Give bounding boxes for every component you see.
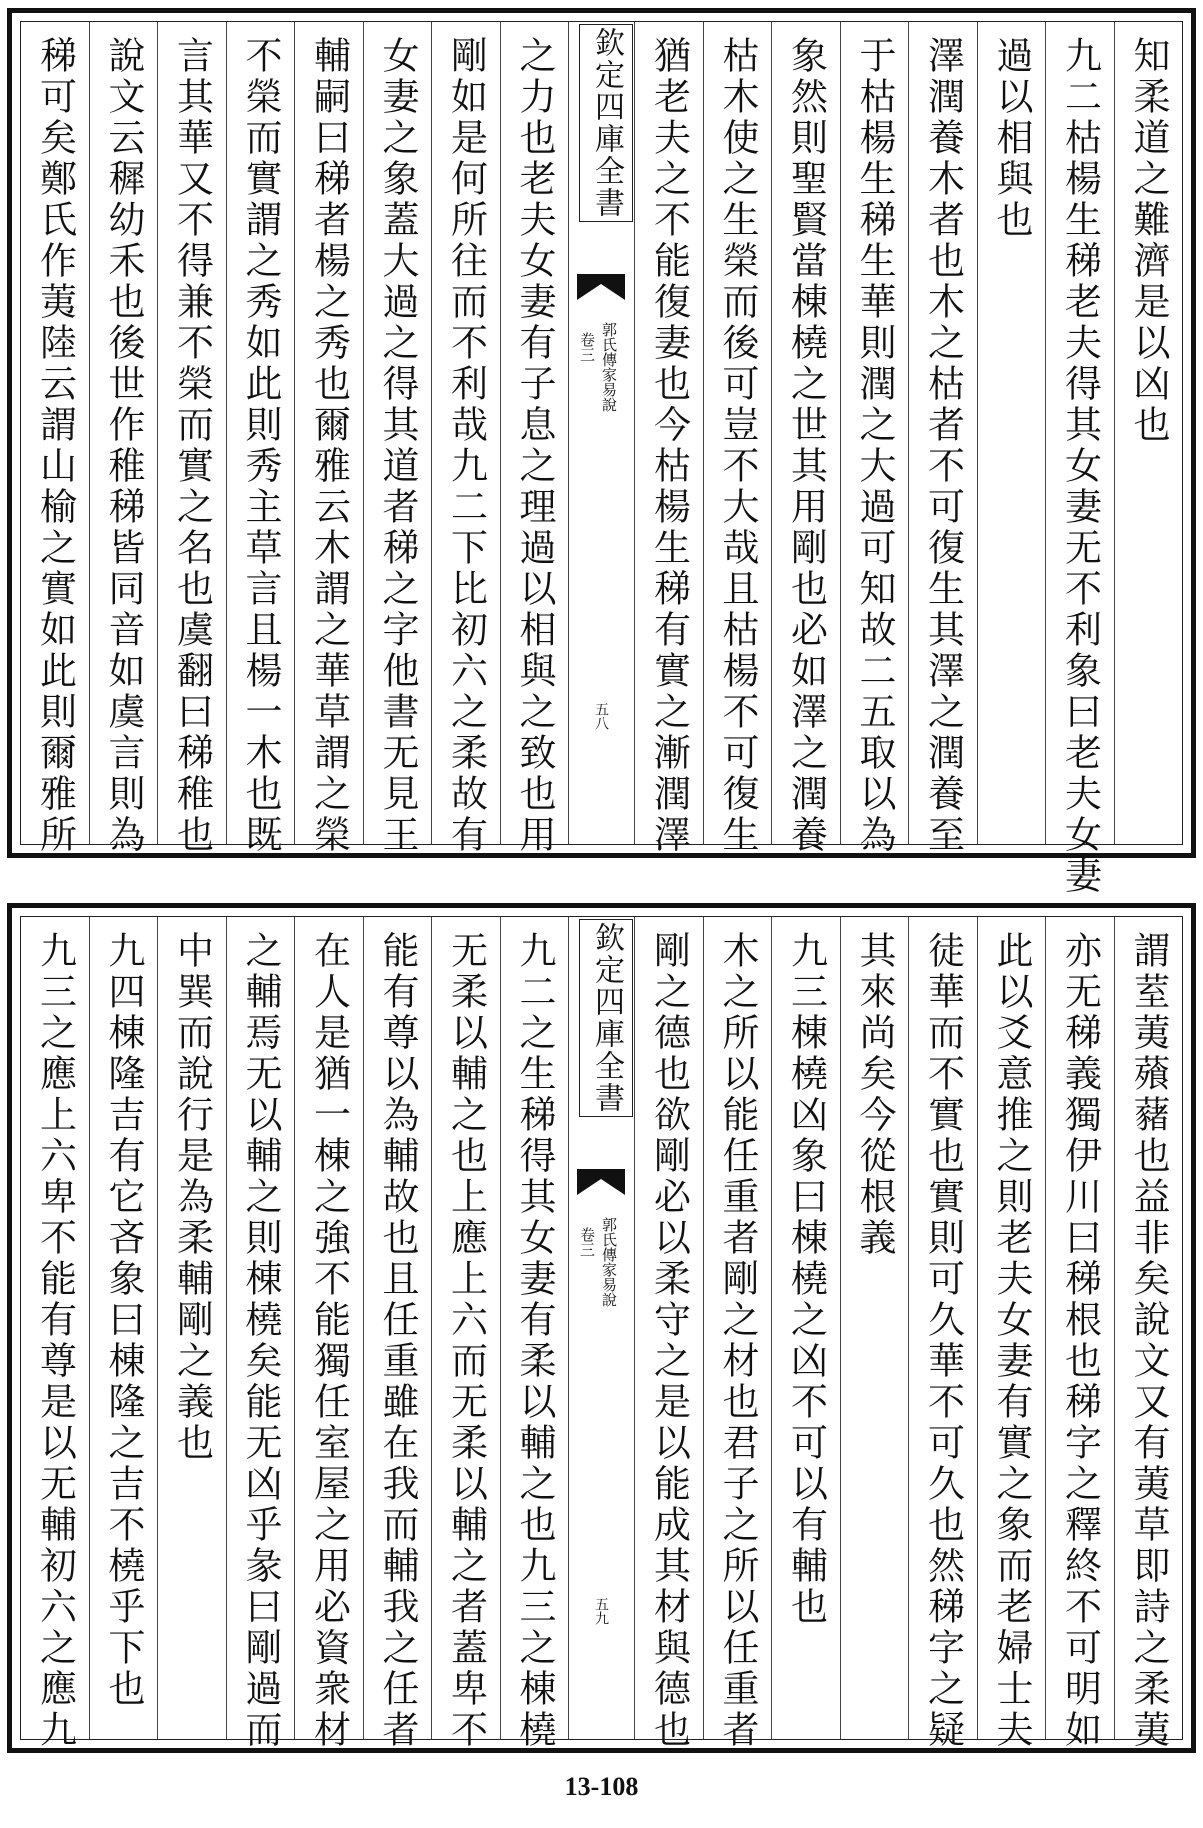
text-column xyxy=(977,917,1046,1751)
book-title: 欽定四庫全書 xyxy=(579,24,633,222)
text-column xyxy=(840,22,909,856)
column-text: 九四棟隆吉有它吝象曰棟隆之吉不橈乎下也 xyxy=(102,931,145,1710)
text-column xyxy=(840,917,909,1739)
book-title: 欽定四庫全書 xyxy=(579,919,633,1117)
text-column xyxy=(977,22,1046,844)
column-text: 剛之德也欲剛必以柔守之是以能成其材與德也 xyxy=(647,931,691,1751)
column-text: 言其華又不得兼不榮而實之名也虞翻曰稊稚也 xyxy=(170,36,214,856)
text-column xyxy=(89,22,158,856)
column-text: 能有尊以為輔故也且任重雖在我而輔我之任者 xyxy=(376,931,419,1751)
text-column xyxy=(703,917,772,1751)
column-text: 徒華而不實也實則可久華不可久也然稊字之疑 xyxy=(921,931,965,1751)
text-column xyxy=(226,22,295,856)
text-column xyxy=(226,917,295,1751)
column-text: 九二枯楊生稊老夫得其女妻无不利象曰老夫女妻 xyxy=(1058,36,1102,897)
text-column xyxy=(1045,22,1114,897)
bottom-page-frame xyxy=(20,916,1183,1751)
text-column xyxy=(294,22,363,856)
column-text: 過以相與也 xyxy=(990,36,1033,241)
fish-tail-icon xyxy=(575,272,627,302)
center-fold-column xyxy=(568,917,634,1739)
column-text: 九二之生稊得其女妻有柔以輔之也九三之棟橈 xyxy=(513,931,556,1751)
book-subtitle: 郭氏傳家易說 xyxy=(600,1217,618,1307)
column-text: 說文云穉幼禾也後世作稚稊皆同音如虞言則為 xyxy=(102,36,145,856)
text-column xyxy=(294,917,363,1751)
top-text-columns xyxy=(21,22,1182,897)
bottom-text-columns xyxy=(21,917,1182,1751)
column-text: 輔嗣曰稊者楊之秀也爾雅云木謂之華草謂之榮 xyxy=(307,36,351,856)
text-column xyxy=(771,917,840,1739)
column-text: 在人是猶一棟之強不能獨任室屋之用必資衆材 xyxy=(307,931,351,1751)
column-text: 中巽而說行是為柔輔剛之義也 xyxy=(170,931,214,1464)
text-column xyxy=(703,22,772,856)
column-text: 九三棟橈凶象曰棟橈之凶不可以有輔也 xyxy=(784,931,828,1628)
text-column xyxy=(500,22,569,856)
column-text: 知柔道之難濟是以凶也 xyxy=(1127,36,1170,446)
book-subtitle: 郭氏傳家易說 xyxy=(600,322,618,412)
column-text: 謂荎荑薞藸也益非矣說文又有荑草即詩之柔荑 xyxy=(1127,931,1170,1751)
text-column xyxy=(1045,917,1114,1751)
text-column xyxy=(634,917,703,1751)
column-text: 无柔以輔之也上應上六而无柔以輔之者蓋卑不 xyxy=(444,931,488,1751)
column-text: 之力也老夫女妻有子息之理過以相與之致也用 xyxy=(513,36,556,856)
column-text: 此以爻意推之則老夫女妻有實之象而老婦士夫 xyxy=(990,931,1033,1751)
text-column xyxy=(1114,22,1183,844)
folio-number: 五九 xyxy=(593,1597,609,1625)
column-text: 亦无稊義獨伊川曰稊根也稊字之釋終不可明如 xyxy=(1058,931,1102,1751)
text-column xyxy=(908,917,977,1751)
fish-tail-icon xyxy=(575,1167,627,1197)
text-column xyxy=(21,917,89,1751)
text-column xyxy=(431,22,500,856)
volume-label: 卷三 xyxy=(578,1227,596,1257)
folio-number: 五八 xyxy=(593,702,609,730)
text-column xyxy=(1114,917,1183,1751)
column-text: 象然則聖賢當棟橈之世其用剛也必如澤之潤養 xyxy=(784,36,828,856)
text-column xyxy=(363,22,432,856)
column-text: 之輔焉无以輔之則棟橈矣能无凶乎彖曰剛過而 xyxy=(239,931,282,1751)
column-text: 不榮而實謂之秀如此則秀主草言且楊一木也既 xyxy=(239,36,282,856)
text-column xyxy=(500,917,569,1751)
text-column xyxy=(771,22,840,856)
text-column xyxy=(634,22,703,856)
column-text: 稊可矣鄭氏作荑陸云謂山榆之實如此則爾雅所 xyxy=(33,36,77,856)
center-fold-column xyxy=(568,22,634,844)
text-column xyxy=(157,917,226,1739)
column-text: 剛如是何所往而不利哉九二下比初六之柔故有 xyxy=(444,36,488,856)
column-text: 枯木使之生榮而後可豈不大哉且枯楊不可復生 xyxy=(716,36,759,856)
text-column xyxy=(21,22,89,856)
column-text: 其來尚矣今從根義 xyxy=(853,931,896,1259)
column-text: 于枯楊生稊生華則潤之大過可知故二五取以為 xyxy=(853,36,896,856)
text-column xyxy=(157,22,226,856)
column-text: 澤潤養木者也木之枯者不可復生其澤之潤養至 xyxy=(921,36,965,856)
top-page xyxy=(7,8,1196,897)
column-text: 九三之應上六卑不能有尊是以无輔初六之應九 xyxy=(33,931,77,1751)
text-column xyxy=(908,22,977,856)
column-text: 女妻之象蓋大過之得其道者稊之字他書无見王 xyxy=(376,36,419,856)
top-page-frame xyxy=(20,21,1183,897)
page-number-footer: 13-108 xyxy=(564,1772,639,1801)
volume-label: 卷三 xyxy=(578,332,596,362)
column-text: 木之所以能任重者剛之材也君子之所以任重者 xyxy=(716,931,759,1751)
text-column xyxy=(431,917,500,1751)
column-text: 猶老夫之不能復妻也今枯楊生稊有實之漸潤澤 xyxy=(647,36,691,856)
text-column xyxy=(89,917,158,1739)
bottom-page xyxy=(7,903,1196,1753)
text-column xyxy=(363,917,432,1751)
